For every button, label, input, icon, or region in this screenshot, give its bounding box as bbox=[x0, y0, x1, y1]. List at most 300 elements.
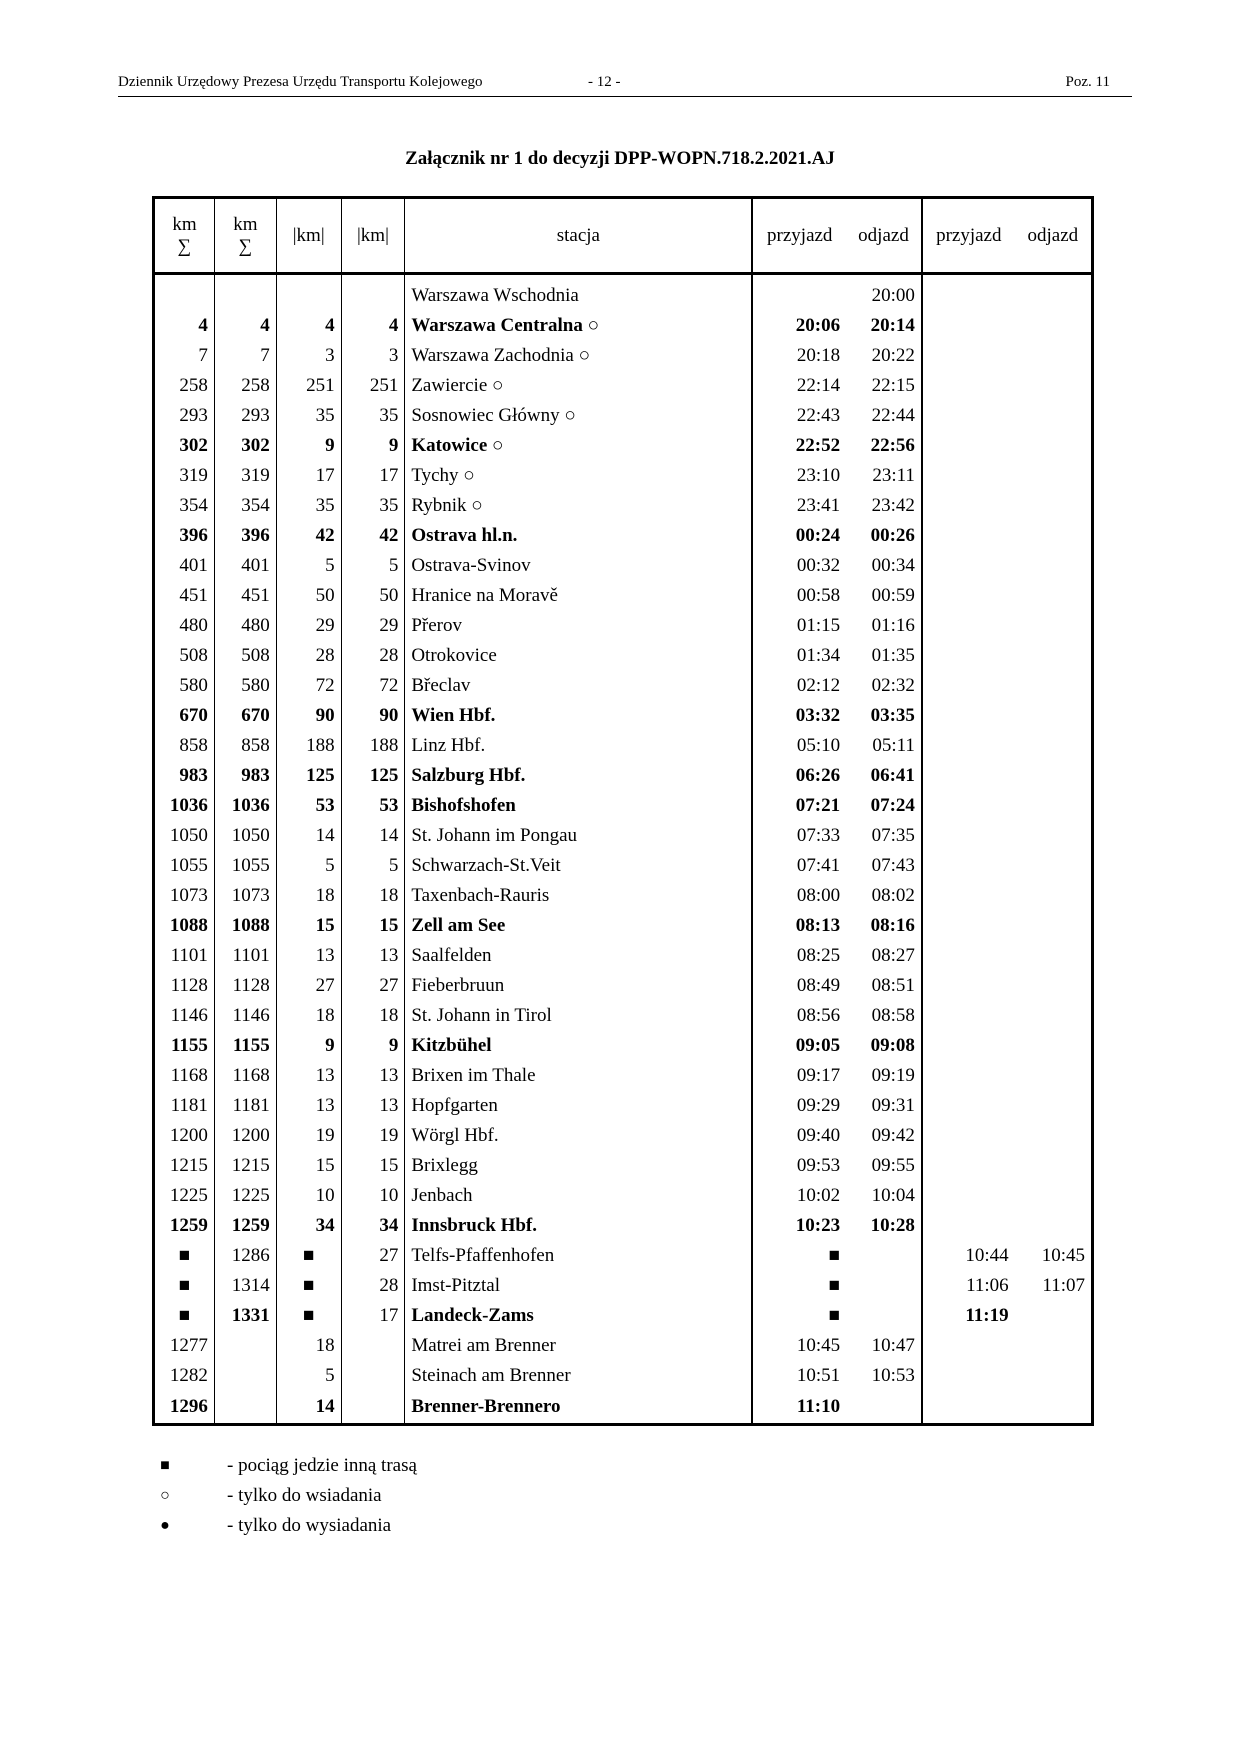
table-row bbox=[154, 1391, 1093, 1425]
cell-arrival-2 bbox=[922, 911, 1015, 941]
cell-arrival-1: 23:41 bbox=[752, 491, 846, 521]
open-circle-icon: ○ bbox=[160, 1487, 170, 1504]
cell-departure-2 bbox=[1015, 491, 1093, 521]
cell-km-abs-1: 29 bbox=[276, 611, 341, 641]
cell-arrival-2: 10:44 bbox=[922, 1241, 1015, 1271]
cell-km-abs-2 bbox=[341, 274, 405, 312]
cell-km-sum-2: 983 bbox=[214, 761, 276, 791]
cell-km-sum-2: 293 bbox=[214, 401, 276, 431]
cell-km-abs-1: 35 bbox=[276, 491, 341, 521]
cell-arrival-2 bbox=[922, 1211, 1015, 1241]
cell-departure-1: 10:53 bbox=[846, 1361, 922, 1391]
cell-km-sum-2: 1055 bbox=[214, 851, 276, 881]
cell-km-sum-2: 480 bbox=[214, 611, 276, 641]
cell-km-sum-2: 1286 bbox=[214, 1241, 276, 1271]
cell-km-abs-2: 34 bbox=[341, 1211, 405, 1241]
cell-departure-1: 22:15 bbox=[846, 371, 922, 401]
cell-km-abs-2: 50 bbox=[341, 581, 405, 611]
cell-km-sum-1: 1296 bbox=[154, 1391, 215, 1425]
cell-arrival-1: 03:32 bbox=[752, 701, 846, 731]
cell-km-sum-1: 1259 bbox=[154, 1211, 215, 1241]
cell-station: Wien Hbf. bbox=[405, 701, 753, 731]
cell-arrival-2 bbox=[922, 611, 1015, 641]
cell-km-abs-1: 13 bbox=[276, 941, 341, 971]
cell-station: Kitzbühel bbox=[405, 1031, 753, 1061]
cell-departure-1: 07:24 bbox=[846, 791, 922, 821]
cell-station: Bishofshofen bbox=[405, 791, 753, 821]
table-row bbox=[154, 1241, 1093, 1271]
cell-departure-2 bbox=[1015, 1091, 1093, 1121]
cell-departure-1: 22:44 bbox=[846, 401, 922, 431]
cell-station: Saalfelden bbox=[405, 941, 753, 971]
cell-arrival-1: 08:49 bbox=[752, 971, 846, 1001]
cell-arrival-2: 11:19 bbox=[922, 1301, 1015, 1331]
cell-departure-2 bbox=[1015, 1391, 1093, 1425]
cell-departure-1: 01:35 bbox=[846, 641, 922, 671]
cell-km-sum-1: 293 bbox=[154, 401, 215, 431]
cell-arrival-2 bbox=[922, 401, 1015, 431]
cell-km-abs-2: 5 bbox=[341, 551, 405, 581]
cell-arrival-1: ■ bbox=[752, 1301, 846, 1331]
table-row bbox=[154, 401, 1093, 431]
cell-arrival-2 bbox=[922, 881, 1015, 911]
cell-km-sum-2: 396 bbox=[214, 521, 276, 551]
cell-station: Ostrava hl.n. bbox=[405, 521, 753, 551]
filled-circle-icon: ● bbox=[160, 1517, 170, 1534]
cell-km-abs-1: 19 bbox=[276, 1121, 341, 1151]
cell-km-sum-2: 1200 bbox=[214, 1121, 276, 1151]
cell-arrival-2 bbox=[922, 971, 1015, 1001]
cell-km-abs-2: 53 bbox=[341, 791, 405, 821]
cell-station: Landeck-Zams bbox=[405, 1301, 753, 1331]
table-row bbox=[154, 671, 1093, 701]
cell-departure-2: 11:07 bbox=[1015, 1271, 1093, 1301]
cell-km-sum-1: 1101 bbox=[154, 941, 215, 971]
cell-km-sum-1: 1215 bbox=[154, 1151, 215, 1181]
sum-symbol: ∑ bbox=[238, 235, 253, 257]
cell-station: Schwarzach-St.Veit bbox=[405, 851, 753, 881]
cell-departure-1: 10:04 bbox=[846, 1181, 922, 1211]
cell-arrival-2 bbox=[922, 671, 1015, 701]
cell-arrival-2 bbox=[922, 521, 1015, 551]
cell-arrival-2 bbox=[922, 491, 1015, 521]
cell-arrival-2 bbox=[922, 791, 1015, 821]
cell-km-abs-2: 13 bbox=[341, 941, 405, 971]
cell-departure-1: 00:34 bbox=[846, 551, 922, 581]
cell-station: Zell am See bbox=[405, 911, 753, 941]
cell-km-sum-1: 1146 bbox=[154, 1001, 215, 1031]
cell-km-abs-2: 4 bbox=[341, 311, 405, 341]
cell-km-abs-1: 28 bbox=[276, 641, 341, 671]
cell-departure-1: 07:43 bbox=[846, 851, 922, 881]
table-row bbox=[154, 491, 1093, 521]
table-row bbox=[154, 1331, 1093, 1361]
cell-km-abs-2: 29 bbox=[341, 611, 405, 641]
timetable bbox=[152, 196, 1094, 1426]
table-row bbox=[154, 701, 1093, 731]
cell-km-sum-2: 1050 bbox=[214, 821, 276, 851]
cell-station: Rybnik ○ bbox=[405, 491, 753, 521]
cell-departure-2 bbox=[1015, 1121, 1093, 1151]
cell-departure-2 bbox=[1015, 401, 1093, 431]
cell-km-abs-1: 4 bbox=[276, 311, 341, 341]
timetable-body bbox=[154, 274, 1093, 1425]
cell-arrival-2 bbox=[922, 461, 1015, 491]
cell-km-sum-1: 580 bbox=[154, 671, 215, 701]
cell-km-sum-2: 401 bbox=[214, 551, 276, 581]
cell-departure-1: 08:58 bbox=[846, 1001, 922, 1031]
cell-arrival-1: 09:29 bbox=[752, 1091, 846, 1121]
cell-departure-2 bbox=[1015, 1301, 1093, 1331]
cell-station: Warszawa Centralna ○ bbox=[405, 311, 753, 341]
cell-arrival-2 bbox=[922, 371, 1015, 401]
cell-km-sum-1: 396 bbox=[154, 521, 215, 551]
cell-arrival-1: 10:02 bbox=[752, 1181, 846, 1211]
cell-departure-2 bbox=[1015, 1001, 1093, 1031]
cell-km-sum-1: 1168 bbox=[154, 1061, 215, 1091]
cell-departure-2 bbox=[1015, 701, 1093, 731]
cell-km-sum-1: 7 bbox=[154, 341, 215, 371]
cell-km-abs-1: ■ bbox=[276, 1271, 341, 1301]
cell-station: Hopfgarten bbox=[405, 1091, 753, 1121]
cell-departure-2 bbox=[1015, 274, 1093, 312]
cell-km-sum-1: 1055 bbox=[154, 851, 215, 881]
cell-km-sum-2: 1181 bbox=[214, 1091, 276, 1121]
cell-departure-1 bbox=[846, 1271, 922, 1301]
cell-arrival-1: 11:10 bbox=[752, 1391, 846, 1425]
cell-km-abs-1: 17 bbox=[276, 461, 341, 491]
cell-station: Taxenbach-Rauris bbox=[405, 881, 753, 911]
cell-departure-2 bbox=[1015, 311, 1093, 341]
cell-departure-2 bbox=[1015, 431, 1093, 461]
cell-km-abs-1: 13 bbox=[276, 1061, 341, 1091]
header-km-abs-1: |km| bbox=[276, 198, 341, 274]
cell-arrival-1: 00:58 bbox=[752, 581, 846, 611]
cell-km-sum-1: 1200 bbox=[154, 1121, 215, 1151]
cell-departure-1: 09:19 bbox=[846, 1061, 922, 1091]
cell-km-abs-2: 188 bbox=[341, 731, 405, 761]
cell-km-sum-1: 1282 bbox=[154, 1361, 215, 1391]
cell-station: Hranice na Moravě bbox=[405, 581, 753, 611]
cell-departure-1: 08:51 bbox=[846, 971, 922, 1001]
cell-arrival-2 bbox=[922, 551, 1015, 581]
cell-departure-1 bbox=[846, 1241, 922, 1271]
cell-km-abs-1: 5 bbox=[276, 551, 341, 581]
cell-km-sum-2: 354 bbox=[214, 491, 276, 521]
cell-arrival-1: 07:33 bbox=[752, 821, 846, 851]
cell-km-sum-2: 7 bbox=[214, 341, 276, 371]
cell-arrival-2 bbox=[922, 581, 1015, 611]
cell-arrival-2 bbox=[922, 1361, 1015, 1391]
cell-arrival-1: 07:21 bbox=[752, 791, 846, 821]
cell-km-sum-2 bbox=[214, 1391, 276, 1425]
cell-departure-1: 00:59 bbox=[846, 581, 922, 611]
cell-departure-1: 09:42 bbox=[846, 1121, 922, 1151]
cell-departure-2 bbox=[1015, 581, 1093, 611]
header-km-abs-2: |km| bbox=[341, 198, 405, 274]
cell-km-abs-1: 15 bbox=[276, 911, 341, 941]
cell-departure-1: 20:14 bbox=[846, 311, 922, 341]
cell-km-sum-1: 4 bbox=[154, 311, 215, 341]
cell-arrival-1: 08:00 bbox=[752, 881, 846, 911]
cell-departure-1 bbox=[846, 1301, 922, 1331]
cell-km-sum-2: 1331 bbox=[214, 1301, 276, 1331]
table-row bbox=[154, 1061, 1093, 1091]
cell-km-abs-2: 10 bbox=[341, 1181, 405, 1211]
cell-station: Steinach am Brenner bbox=[405, 1361, 753, 1391]
cell-departure-2 bbox=[1015, 1031, 1093, 1061]
cell-km-sum-1: 1277 bbox=[154, 1331, 215, 1361]
cell-km-abs-2: 9 bbox=[341, 1031, 405, 1061]
cell-departure-2 bbox=[1015, 641, 1093, 671]
table-row bbox=[154, 461, 1093, 491]
cell-km-sum-2 bbox=[214, 274, 276, 312]
header-station: stacja bbox=[405, 198, 753, 274]
table-row bbox=[154, 1271, 1093, 1301]
table-row bbox=[154, 941, 1093, 971]
cell-departure-2 bbox=[1015, 911, 1093, 941]
table-header-row bbox=[154, 198, 1093, 274]
table-row bbox=[154, 641, 1093, 671]
cell-km-sum-1: 451 bbox=[154, 581, 215, 611]
cell-arrival-1: 01:34 bbox=[752, 641, 846, 671]
table-row bbox=[154, 551, 1093, 581]
cell-arrival-1: 00:24 bbox=[752, 521, 846, 551]
cell-arrival-1: 02:12 bbox=[752, 671, 846, 701]
cell-km-sum-2: 1168 bbox=[214, 1061, 276, 1091]
cell-km-abs-2: 251 bbox=[341, 371, 405, 401]
cell-km-abs-1: 3 bbox=[276, 341, 341, 371]
position-number: Poz. 11 bbox=[1065, 74, 1110, 90]
cell-arrival-1: 01:15 bbox=[752, 611, 846, 641]
table-row bbox=[154, 341, 1093, 371]
cell-km-sum-1: 508 bbox=[154, 641, 215, 671]
square-icon: ■ bbox=[160, 1457, 170, 1474]
table-row bbox=[154, 761, 1093, 791]
cell-km-abs-1: 13 bbox=[276, 1091, 341, 1121]
cell-km-sum-1: 302 bbox=[154, 431, 215, 461]
cell-departure-1: 09:55 bbox=[846, 1151, 922, 1181]
cell-departure-1: 01:16 bbox=[846, 611, 922, 641]
cell-arrival-1: 00:32 bbox=[752, 551, 846, 581]
cell-departure-2 bbox=[1015, 551, 1093, 581]
cell-departure-2 bbox=[1015, 761, 1093, 791]
cell-km-sum-1: 1036 bbox=[154, 791, 215, 821]
cell-arrival-1: 08:13 bbox=[752, 911, 846, 941]
cell-km-abs-2: 72 bbox=[341, 671, 405, 701]
cell-km-abs-2: 9 bbox=[341, 431, 405, 461]
cell-departure-2: 10:45 bbox=[1015, 1241, 1093, 1271]
cell-km-sum-1: 1088 bbox=[154, 911, 215, 941]
cell-km-abs-1: 10 bbox=[276, 1181, 341, 1211]
cell-km-abs-1: 15 bbox=[276, 1151, 341, 1181]
cell-km-abs-2: 18 bbox=[341, 881, 405, 911]
cell-km-sum-2: 302 bbox=[214, 431, 276, 461]
cell-km-sum-1: ■ bbox=[154, 1241, 215, 1271]
cell-arrival-2 bbox=[922, 274, 1015, 312]
cell-km-sum-2: 1036 bbox=[214, 791, 276, 821]
header-arrival-2: przyjazd bbox=[922, 198, 1015, 274]
cell-km-sum-1: ■ bbox=[154, 1271, 215, 1301]
cell-km-abs-1: 18 bbox=[276, 881, 341, 911]
cell-km-abs-1: 72 bbox=[276, 671, 341, 701]
cell-km-sum-2: 1215 bbox=[214, 1151, 276, 1181]
cell-arrival-2 bbox=[922, 1391, 1015, 1425]
cell-station: Telfs-Pfaffenhofen bbox=[405, 1241, 753, 1271]
cell-departure-1: 07:35 bbox=[846, 821, 922, 851]
cell-arrival-2 bbox=[922, 1151, 1015, 1181]
table-row bbox=[154, 971, 1093, 1001]
cell-km-sum-2: 1314 bbox=[214, 1271, 276, 1301]
legend-text: - pociąg jedzie inną trasą bbox=[227, 1455, 417, 1476]
cell-departure-2 bbox=[1015, 461, 1093, 491]
cell-arrival-2 bbox=[922, 1091, 1015, 1121]
cell-arrival-1: 08:25 bbox=[752, 941, 846, 971]
cell-km-abs-1: 9 bbox=[276, 431, 341, 461]
page-header bbox=[118, 72, 1132, 97]
cell-station: Otrokovice bbox=[405, 641, 753, 671]
cell-departure-2 bbox=[1015, 341, 1093, 371]
header-km-label: km bbox=[172, 213, 197, 235]
cell-km-sum-1: 319 bbox=[154, 461, 215, 491]
cell-arrival-2 bbox=[922, 311, 1015, 341]
cell-arrival-1: 09:17 bbox=[752, 1061, 846, 1091]
cell-departure-2 bbox=[1015, 1061, 1093, 1091]
cell-km-abs-2: 17 bbox=[341, 1301, 405, 1331]
header-arrival-1: przyjazd bbox=[752, 198, 846, 274]
cell-km-abs-2: 19 bbox=[341, 1121, 405, 1151]
cell-departure-2 bbox=[1015, 1211, 1093, 1241]
cell-km-abs-2: 35 bbox=[341, 491, 405, 521]
cell-station: Zawiercie ○ bbox=[405, 371, 753, 401]
table-row bbox=[154, 611, 1093, 641]
cell-arrival-1: 22:14 bbox=[752, 371, 846, 401]
cell-departure-2 bbox=[1015, 941, 1093, 971]
cell-km-abs-2 bbox=[341, 1331, 405, 1361]
cell-station: Přerov bbox=[405, 611, 753, 641]
cell-station: Brixen im Thale bbox=[405, 1061, 753, 1091]
table-row bbox=[154, 1121, 1093, 1151]
cell-km-abs-1: 251 bbox=[276, 371, 341, 401]
cell-station: Katowice ○ bbox=[405, 431, 753, 461]
cell-departure-2 bbox=[1015, 521, 1093, 551]
cell-station: Warszawa Zachodnia ○ bbox=[405, 341, 753, 371]
cell-arrival-2 bbox=[922, 341, 1015, 371]
cell-km-sum-1: ■ bbox=[154, 1301, 215, 1331]
cell-km-sum-1: 1073 bbox=[154, 881, 215, 911]
table-row bbox=[154, 431, 1093, 461]
cell-station: St. Johann in Tirol bbox=[405, 1001, 753, 1031]
cell-km-abs-2 bbox=[341, 1361, 405, 1391]
table-row bbox=[154, 1211, 1093, 1241]
cell-km-sum-1: 354 bbox=[154, 491, 215, 521]
cell-departure-2 bbox=[1015, 881, 1093, 911]
table-row bbox=[154, 1001, 1093, 1031]
cell-km-abs-1: 90 bbox=[276, 701, 341, 731]
cell-km-abs-2: 13 bbox=[341, 1091, 405, 1121]
cell-km-sum-1 bbox=[154, 274, 215, 312]
cell-km-sum-2: 580 bbox=[214, 671, 276, 701]
cell-km-abs-1: 5 bbox=[276, 1361, 341, 1391]
cell-arrival-2 bbox=[922, 641, 1015, 671]
table-row bbox=[154, 371, 1093, 401]
table-row bbox=[154, 881, 1093, 911]
cell-km-sum-1: 480 bbox=[154, 611, 215, 641]
header-departure-1: odjazd bbox=[846, 198, 922, 274]
cell-arrival-2 bbox=[922, 761, 1015, 791]
table-row bbox=[154, 1181, 1093, 1211]
cell-departure-1: 05:11 bbox=[846, 731, 922, 761]
cell-arrival-1: 09:40 bbox=[752, 1121, 846, 1151]
cell-km-sum-2: 858 bbox=[214, 731, 276, 761]
cell-km-sum-2: 1101 bbox=[214, 941, 276, 971]
cell-arrival-1: 07:41 bbox=[752, 851, 846, 881]
cell-km-abs-2: 90 bbox=[341, 701, 405, 731]
cell-km-sum-2: 1088 bbox=[214, 911, 276, 941]
cell-km-abs-2: 17 bbox=[341, 461, 405, 491]
header-departure-2: odjazd bbox=[1015, 198, 1093, 274]
cell-arrival-2 bbox=[922, 1181, 1015, 1211]
cell-arrival-1: ■ bbox=[752, 1271, 846, 1301]
table-row bbox=[154, 581, 1093, 611]
cell-km-sum-2: 1073 bbox=[214, 881, 276, 911]
cell-arrival-1: 08:56 bbox=[752, 1001, 846, 1031]
cell-arrival-2 bbox=[922, 1061, 1015, 1091]
table-row bbox=[154, 1151, 1093, 1181]
cell-departure-1: 23:11 bbox=[846, 461, 922, 491]
cell-departure-2 bbox=[1015, 671, 1093, 701]
cell-km-abs-2: 15 bbox=[341, 1151, 405, 1181]
cell-km-abs-2: 3 bbox=[341, 341, 405, 371]
cell-departure-2 bbox=[1015, 971, 1093, 1001]
cell-km-abs-1: 14 bbox=[276, 1391, 341, 1425]
cell-km-abs-2: 27 bbox=[341, 971, 405, 1001]
cell-departure-2 bbox=[1015, 611, 1093, 641]
cell-km-abs-1: ■ bbox=[276, 1301, 341, 1331]
cell-arrival-1: 09:05 bbox=[752, 1031, 846, 1061]
cell-arrival-2 bbox=[922, 851, 1015, 881]
table-row bbox=[154, 911, 1093, 941]
cell-departure-1 bbox=[846, 1391, 922, 1425]
cell-departure-1: 02:32 bbox=[846, 671, 922, 701]
cell-km-sum-2 bbox=[214, 1361, 276, 1391]
cell-arrival-1: 10:45 bbox=[752, 1331, 846, 1361]
cell-arrival-1: ■ bbox=[752, 1241, 846, 1271]
document-title: Załącznik nr 1 do decyzji DPP-WOPN.718.2.2021.AJ bbox=[405, 148, 835, 169]
cell-km-abs-1: 34 bbox=[276, 1211, 341, 1241]
cell-arrival-2 bbox=[922, 1001, 1015, 1031]
cell-km-sum-2: 670 bbox=[214, 701, 276, 731]
cell-arrival-1: 22:43 bbox=[752, 401, 846, 431]
cell-departure-1: 20:22 bbox=[846, 341, 922, 371]
table-row bbox=[154, 851, 1093, 881]
cell-km-sum-2: 4 bbox=[214, 311, 276, 341]
cell-km-sum-2: 1146 bbox=[214, 1001, 276, 1031]
table-row bbox=[154, 1301, 1093, 1331]
cell-departure-1: 00:26 bbox=[846, 521, 922, 551]
cell-km-abs-1: 27 bbox=[276, 971, 341, 1001]
cell-km-sum-1: 1181 bbox=[154, 1091, 215, 1121]
cell-departure-2 bbox=[1015, 821, 1093, 851]
cell-arrival-1: 20:18 bbox=[752, 341, 846, 371]
cell-arrival-2 bbox=[922, 431, 1015, 461]
legend-text: - tylko do wsiadania bbox=[227, 1485, 382, 1506]
cell-km-abs-2: 15 bbox=[341, 911, 405, 941]
cell-km-sum-2: 451 bbox=[214, 581, 276, 611]
cell-arrival-1: 09:53 bbox=[752, 1151, 846, 1181]
cell-arrival-2 bbox=[922, 821, 1015, 851]
cell-departure-2 bbox=[1015, 731, 1093, 761]
